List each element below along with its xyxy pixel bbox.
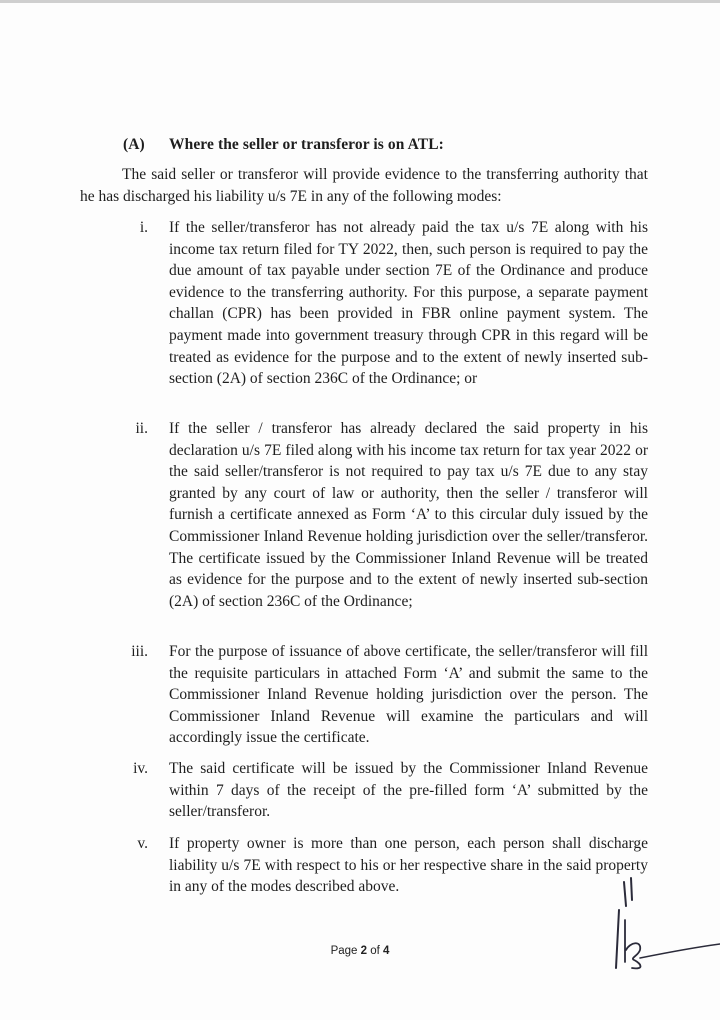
list-item-text: If property owner is more than one person, each person shall discharge liability u/s 7E with respect to his or her respective share in the said property in any of the modes described above. [169, 835, 648, 896]
list-item-text: The said certificate will be issued by the Commissioner Inland Revenue within 7 days of the receipt of the pre-filled form ‘A’ submitted by the seller/transferor. [169, 760, 648, 821]
section-title: Where the seller or transferor is on ATL: [169, 136, 444, 153]
list-item-text: For the purpose of issuance of above certificate, the seller/transferor will fill the requisite particulars in attached Form ‘A’ and submit the same to the Commissioner Inland Revenue holding jurisdiction over the person. The Commissioner Inland Revenue will examine the particulars and will accordingly issue the certificate. [169, 643, 648, 747]
section-number: (A) [123, 136, 145, 153]
list-item-text: If the seller / transferor has already declared the said property in his declaration u/s 7E filed along with his income tax return for tax year 2022 or the said seller/transferor is not required to pay tax u/s 7E due to any stay granted by any court of law or authority, then the seller / transferor will furnish a certificate annexed as Form ‘A’ to this circular duly issued by the Commissioner Inland Revenue holding jurisdiction over the seller/transferor. The certificate issued by the Commissioner Inland Revenue will be treated as evidence for the purpose and to the extent of newly inserted sub-section (2A) of section 236C of the Ordinance; [169, 420, 648, 610]
footer-current-page: 2 [360, 945, 368, 957]
section-heading [123, 136, 444, 154]
list-marker: i. [139, 219, 148, 236]
footer-prefix: Page [330, 945, 361, 957]
list-marker: v. [137, 835, 148, 852]
list-marker: iv. [133, 760, 148, 777]
list-item-text: If the seller/transferor has not already paid the tax u/s 7E along with his income tax return filed for TY 2022, then, such person is required to pay the due amount of tax payable under section 7E of the Ordinance and produce evidence to the transferring authority. For this purpose, a separate payment challan (CPR) has been provided in FBR online payment system. The payment made into government treasury through CPR in this regard will be treated as evidence for the purpose and to the extent of newly inserted sub-section (2A) of section 236C of the Ordinance; or [169, 219, 648, 388]
list-marker: iii. [131, 643, 148, 660]
list-marker: ii. [135, 420, 148, 437]
footer-middle: of [367, 945, 384, 957]
footer-total-pages: 4 [383, 945, 390, 957]
intro-paragraph: The said seller or transferor will provide evidence to the transferring authority that he has discharged his liability u/s 7E in any of the following modes: [80, 166, 648, 205]
handwritten-initials-signature [600, 870, 720, 980]
